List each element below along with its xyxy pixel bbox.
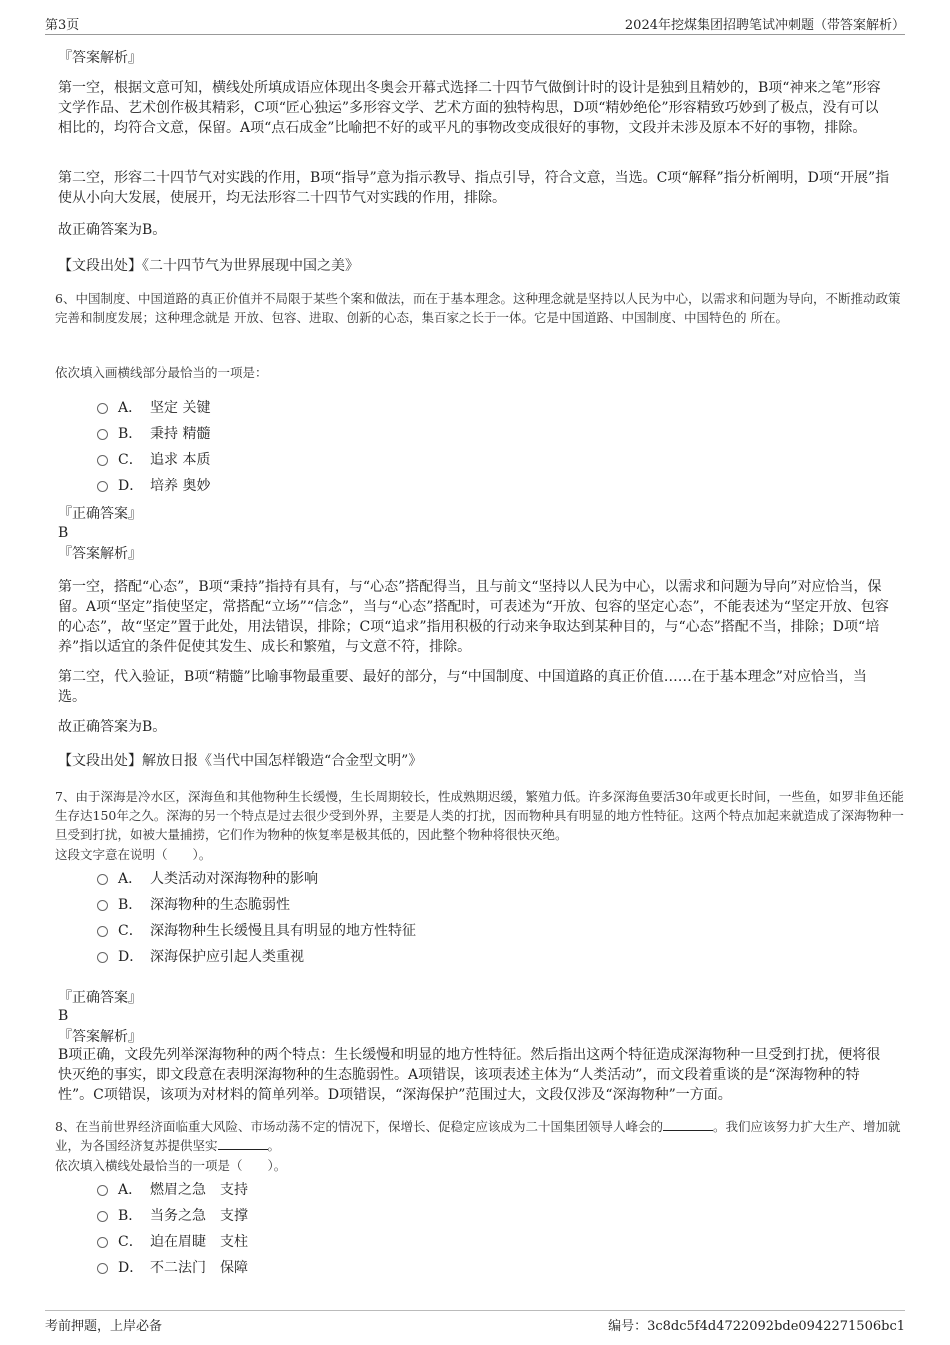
q6-option-b[interactable]: B． 秉持 精髓: [97, 421, 210, 447]
q6-source: 【文段出处】解放日报《当代中国怎样锻造“合金型文明”》: [58, 753, 423, 769]
q6-conclusion: 故正确答案为B。: [58, 719, 167, 735]
q6-options: [97, 395, 210, 499]
q8-options: [97, 1177, 248, 1281]
q8-option-d[interactable]: D． 不二法门 保障: [97, 1255, 248, 1281]
q8-option-a[interactable]: A． 燃眉之急 支持: [97, 1177, 248, 1203]
q7-option-c[interactable]: C． 深海物种生长缓慢且具有明显的地方性特征: [97, 918, 416, 944]
q5-conclusion: 故正确答案为B。: [58, 222, 167, 238]
q8-stem: 8、在当前世界经济面临重大风险、市场动荡不定的情况下，保增长、促稳定应该成为二十国集团领导人峰会的 。我们应该努力扩大生产、增加就业，为各国经济复苏提供坚实 。: [55, 1119, 901, 1153]
page-footer: [45, 1310, 905, 1334]
q6-analysis-p1: 第一空，搭配“心态”，B项“秉持”指持有具有，与“心态”搭配得当，且与前文“坚持以人民为中心，以需求和问题为导向”对应恰当，保留。A项“坚定”指使坚定，常搭配“立场”“信念”，当与“心态”搭配时，可表述为“开放、包容的坚定心态”，不能表述为“坚定开放、包容的心态”，故“坚定”置于此处，用法错误，排除；C项“追求”指用积极的行动来争取达到某种目的，与“心态”搭配不当，排除；D项“培养”指以适宜的条件促使其发生、成长和繁殖，与文意不符，排除。: [58, 579, 889, 655]
q6-option-a[interactable]: A． 坚定 关键: [97, 395, 210, 421]
footer-slogan: 考前押题，上岸必备: [45, 1319, 163, 1334]
q6-option-d[interactable]: D． 培养 奥妙: [97, 473, 210, 499]
blank-line: [663, 1118, 713, 1131]
radio-icon[interactable]: [97, 926, 108, 937]
q7-analysis: B项正确，文段先列举深海物种的两个特点：生长缓慢和明显的地方性特征。然后指出这两个特征造成深海物种一旦受到打扰，便将很快灭绝的事实，即文段意在表明深海物种的生态脆弱性。A项错误，该项表述主体为“人类活动”，而文段着重谈的是“深海物种的特性”。C项错误，该项为对材料的简单列举。D项错误，“深海保护”范围过大，文段仅涉及“深海物种”一方面。: [58, 1047, 881, 1103]
q7-option-d[interactable]: D． 深海保护应引起人类重视: [97, 944, 416, 970]
page-header: [45, 12, 905, 35]
q7-options: [97, 866, 416, 970]
q6-answer-label: 『正确答案』: [58, 506, 142, 522]
q6-answer: B: [58, 525, 69, 541]
q7-answer-label: 『正确答案』: [58, 990, 142, 1006]
q6-analysis-label: 『答案解析』: [58, 546, 142, 562]
radio-icon[interactable]: [97, 952, 108, 963]
document-title: 2024年挖煤集团招聘笔试冲刺题（带答案解析）: [624, 18, 905, 33]
radio-icon[interactable]: [97, 900, 108, 911]
radio-icon[interactable]: [97, 455, 108, 466]
page-number: 第3页: [45, 18, 80, 33]
q8-prompt: 依次填入横线处最恰当的一项是（ ）。: [55, 1158, 287, 1173]
q5-source: 【文段出处】《二十四节气为世界展现中国之美》: [58, 258, 359, 274]
radio-icon[interactable]: [97, 1263, 108, 1274]
q5-analysis-p2: 第二空，形容二十四节气对实践的作用，B项“指导”意为指示教导、指点引导，符合文意，当选。C项“解释”指分析阐明，D项“开展”指使从小向大发展，使展开，均无法形容二十四节气对实践的作用，排除。: [58, 170, 890, 206]
q7-stem: 7、由于深海是冷水区，深海鱼和其他物种生长缓慢，生长周期较长，性成熟期迟缓，繁殖力低。许多深海鱼要活30年或更长时间，一些鱼，如罗非鱼还能生存达150年之久。深海的另一个特点是过去很少受到外界，主要是人类的打扰，因而物种具有明显的地方性特征。这两个特点加起来就造成了深海物种一旦受到打扰，如被大量捕捞，它们作为物种的恢复率是极其低的，因此整个物种将很快灭绝。: [55, 789, 904, 842]
radio-icon[interactable]: [97, 429, 108, 440]
q6-option-c[interactable]: C． 追求 本质: [97, 447, 210, 473]
q7-option-a[interactable]: A． 人类活动对深海物种的影响: [97, 866, 416, 892]
q7-answer: B: [58, 1008, 69, 1024]
q6-prompt: 依次填入画横线部分最恰当的一项是：: [55, 365, 268, 380]
blank-line: [218, 1137, 268, 1150]
q7-analysis-label: 『答案解析』: [58, 1029, 142, 1045]
radio-icon[interactable]: [97, 1237, 108, 1248]
q7-prompt: 这段文字意在说明（ ）。: [55, 847, 212, 862]
q8-option-c[interactable]: C． 迫在眉睫 支柱: [97, 1229, 248, 1255]
document-code: 编号：3c8dc5f4d4722092bde0942271506bc1: [608, 1319, 905, 1334]
q5-analysis-p1: 第一空，根据文意可知，横线处所填成语应体现出冬奥会开幕式选择二十四节气做倒计时的设计是独到且精妙的，B项“神来之笔”形容文学作品、艺术创作极其精彩，C项“匠心独运”多形容文学、艺术方面的独特构思，D项“精妙绝伦”形容精致巧妙到了极点，没有可以相比的，均符合文意，保留。A项“点石成金”比喻把不好的或平凡的事物改变成很好的事物，文段并未涉及原本不好的事物，排除。: [58, 80, 881, 136]
radio-icon[interactable]: [97, 403, 108, 414]
q6-stem: 6、中国制度、中国道路的真正价值并不局限于某些个案和做法，而在于基本理念。这种理念就是坚持以人民为中心，以需求和问题为导向，不断推动政策完善和制度发展；这种理念就是 开放、包容、进取、创新的心态，集百家之长于一体。它是中国道路、中国制度、中国特色的 所在。: [55, 291, 901, 325]
radio-icon[interactable]: [97, 1211, 108, 1222]
q6-analysis-p2: 第二空，代入验证，B项“精髓”比喻事物最重要、最好的部分，与“中国制度、中国道路的真正价值……在于基本理念”对应恰当，当选。: [58, 669, 867, 705]
radio-icon[interactable]: [97, 481, 108, 492]
radio-icon[interactable]: [97, 874, 108, 885]
q7-option-b[interactable]: B． 深海物种的生态脆弱性: [97, 892, 416, 918]
radio-icon[interactable]: [97, 1185, 108, 1196]
q5-analysis-label: 『答案解析』: [58, 50, 142, 66]
q8-option-b[interactable]: B． 当务之急 支撑: [97, 1203, 248, 1229]
